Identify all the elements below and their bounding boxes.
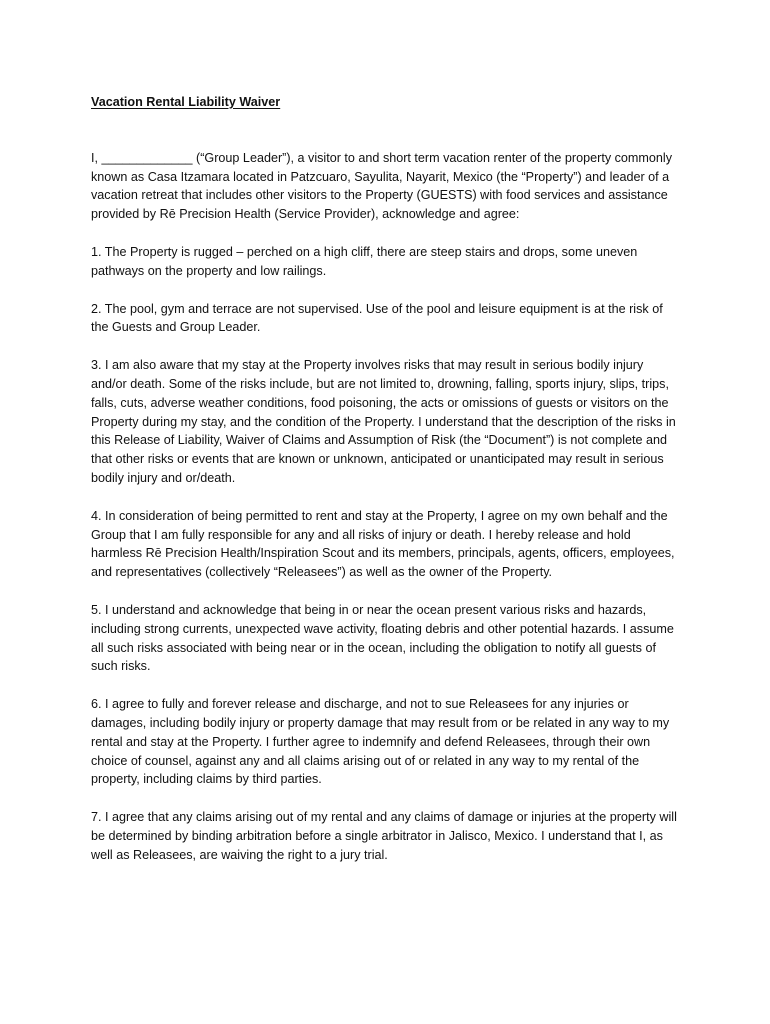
paragraph-6: 6. I agree to fully and forever release and discharge, and not to sue Releasees for any injuries or damages, including bodily injury or property damage that may result from or be related in any way to my rental and stay at the Property. I further agree to indemnify and defend Releasees, through their own choice of counsel, against any and all claims arising out of or related in any way to my rental of the property, including claims by third parties. bbox=[91, 697, 670, 787]
paragraph-2: 2. The pool, gym and terrace are not supervised. Use of the pool and leisure equipment is at the risk of the Guests and Group Leader. bbox=[91, 301, 663, 335]
document-title: Vacation Rental Liability Waiver bbox=[91, 95, 281, 109]
paragraph-1: 1. The Property is rugged – perched on a high cliff, there are steep stairs and drops, some uneven pathways on the property and low railings. bbox=[91, 244, 638, 278]
paragraph-4: 4. In consideration of being permitted to rent and stay at the Property, I agree on my own behalf and the Group that I am fully responsible for any and all risks of injury or death. I hereby release and hold harmless Rē Precision Health/Inspiration Scout and its members, principals, agents, officers, employees, and representatives (collectively “Releasees”) as well as the owner of the Property. bbox=[91, 508, 675, 580]
document-body bbox=[91, 93, 681, 884]
paragraph-7: 7. I agree that any claims arising out of my rental and any claims of damage or injuries at the property will be determined by binding arbitration before a single arbitrator in Jalisco, Mexico. I understand that I, as well as Releasees, are waiving the right to a jury trial. bbox=[91, 810, 677, 862]
paragraph-3: 3. I am also aware that my stay at the Property involves risks that may result in serious bodily injury and/or death. Some of the risks include, but are not limited to, drowning, falling, sports injury, slips, trips, falls, cuts, adverse weather conditions, food poisoning, the acts or omissions of guests or visitors on the Property during my stay, and the condition of the Property. I understand that the description of the risks in this Release of Liability, Waiver of Claims and Assumption of Risk (the “Document”) is not complete and that other risks or events that are known or unknown, anticipated or unanticipated may result in serious bodily injury and or/death. bbox=[91, 358, 676, 485]
paragraph-5: 5. I understand and acknowledge that being in or near the ocean present various risks and hazards, including strong currents, unexpected wave activity, floating debris and other potential hazards. I assume all such risks associated with being near or in the ocean, including the obligation to notify all guests of such risks. bbox=[91, 602, 674, 674]
paragraph-intro: I, _____________ (“Group Leader”), a visitor to and short term vacation renter of the property commonly known as Casa Itzamara located in Patzcuaro, Sayulita, Nayarit, Mexico (the “Property”) and leader of a vacation retreat that includes other visitors to the Property (GUESTS) with food services and assistance provided by Rē Precision Health (Service Provider), acknowledge and agree: bbox=[91, 150, 673, 222]
